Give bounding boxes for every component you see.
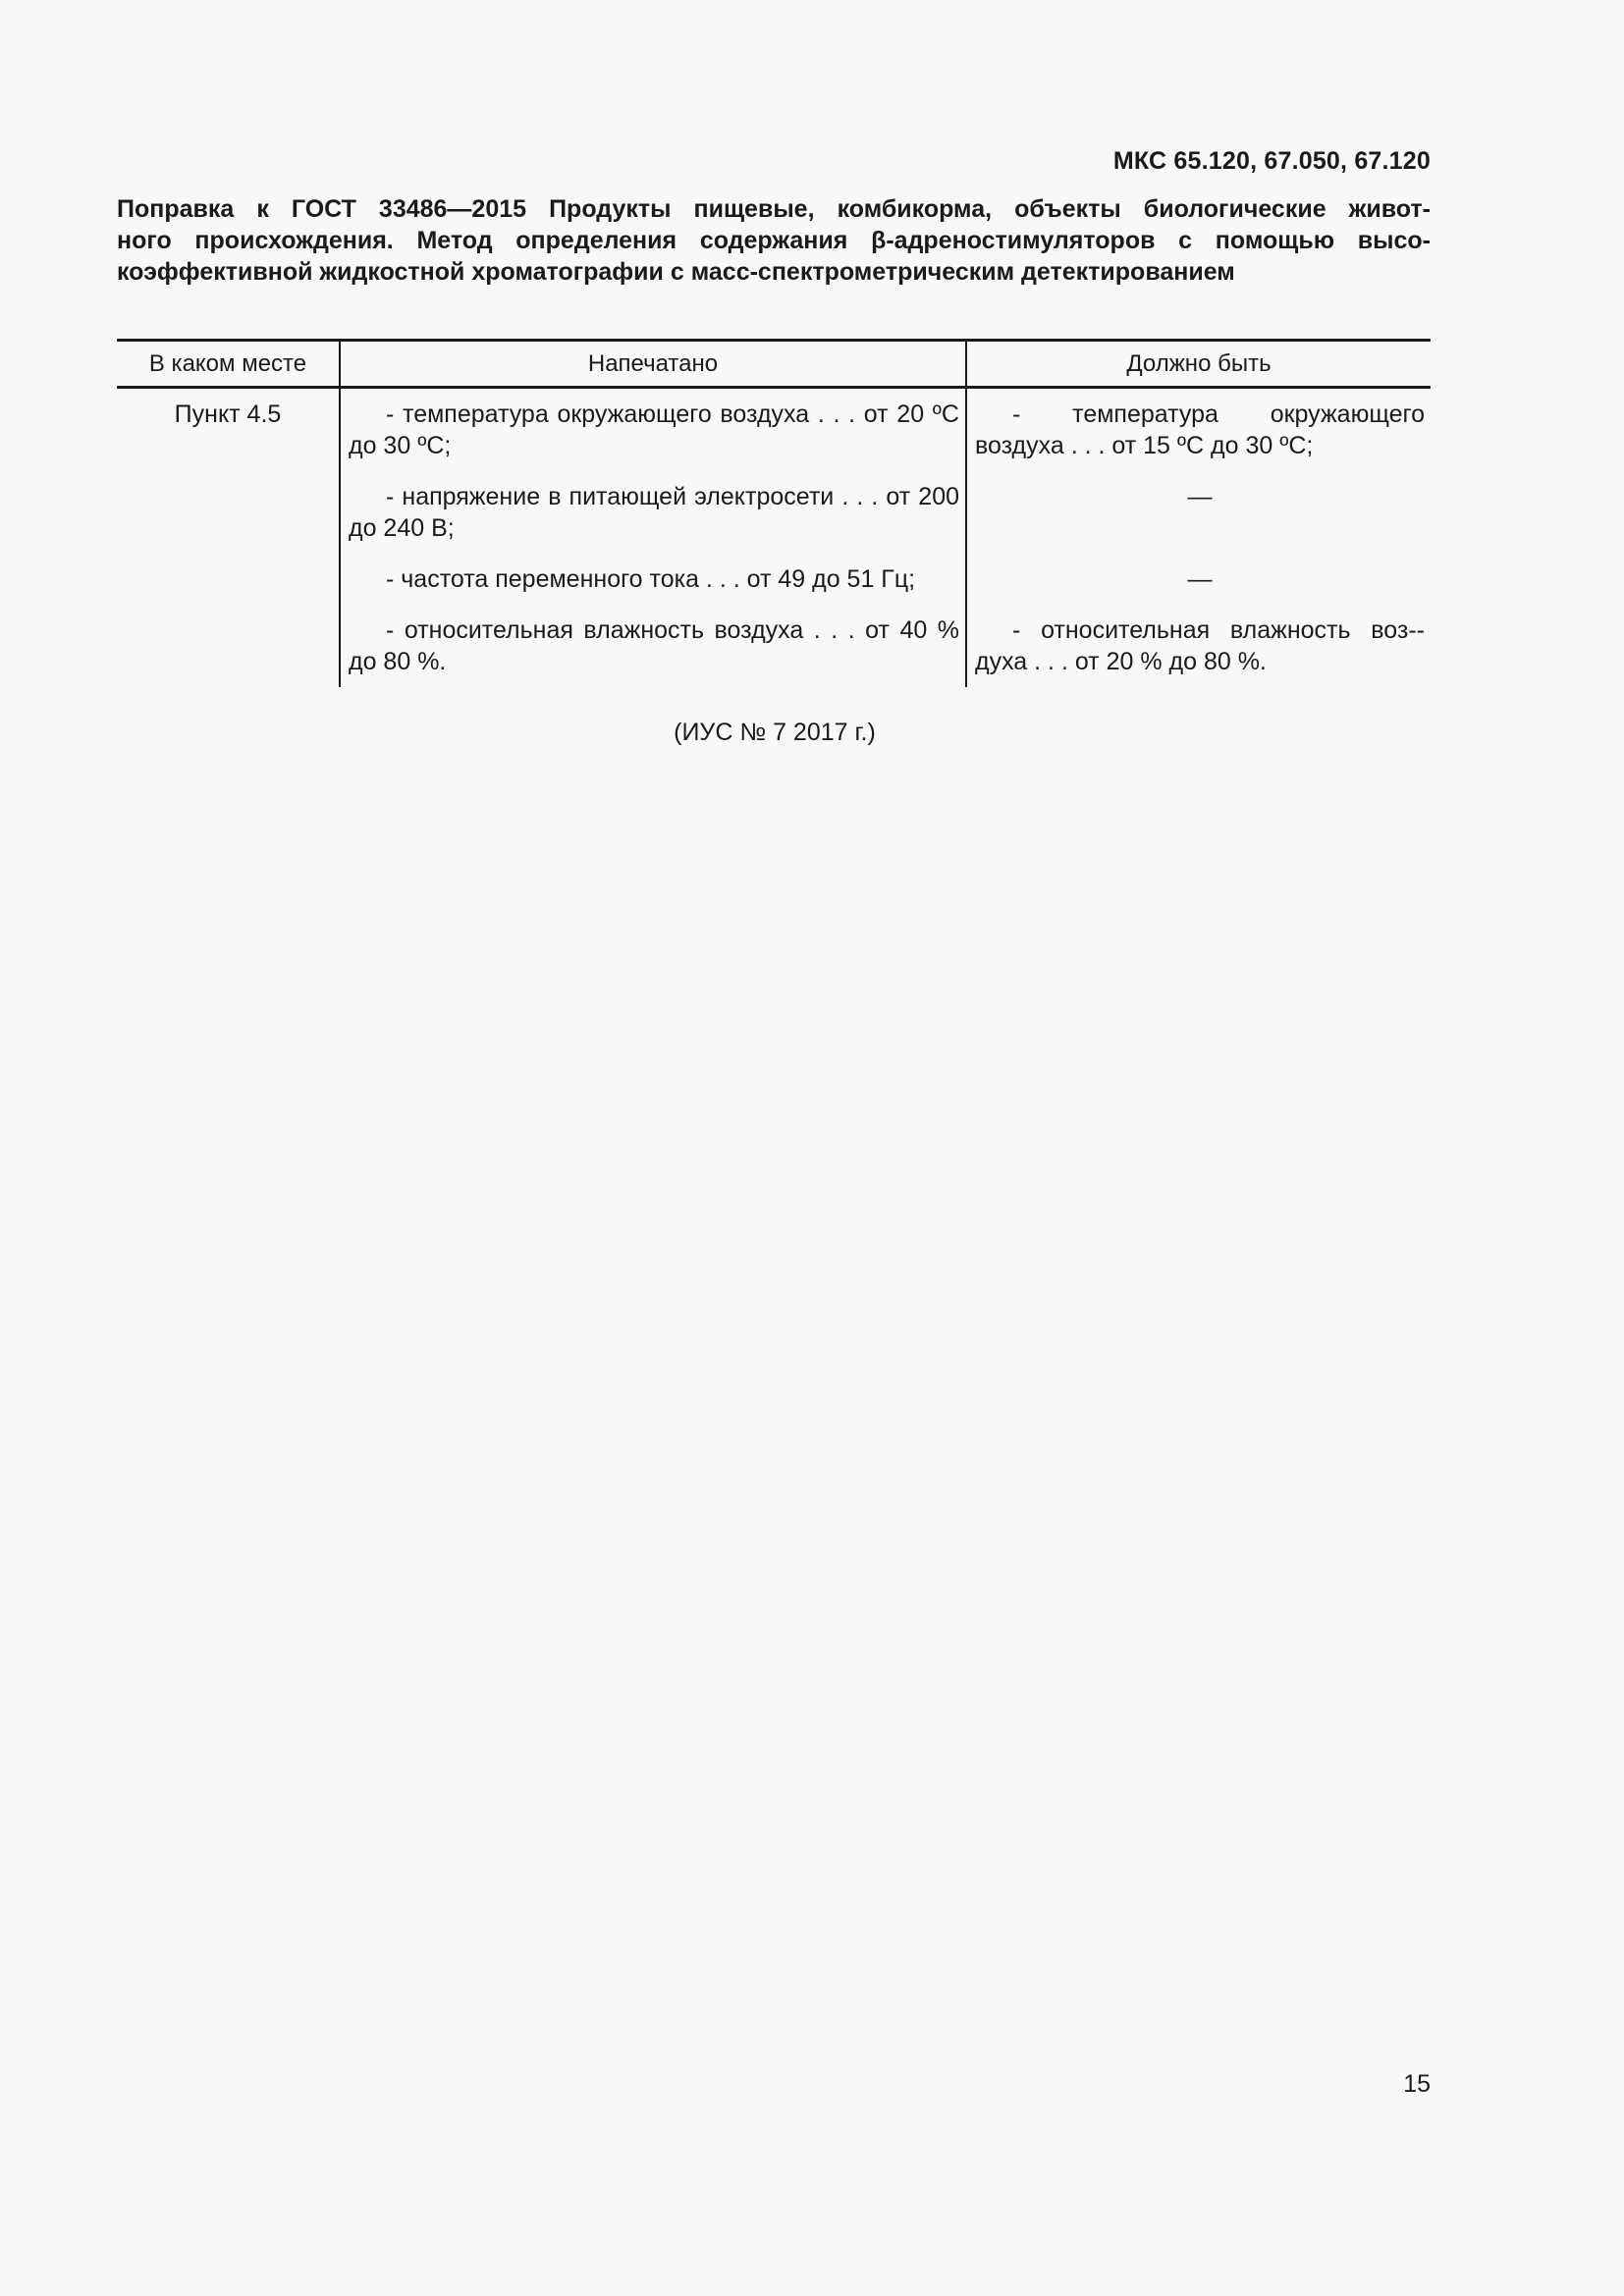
header-should-be: Должно быть bbox=[1126, 349, 1272, 377]
should-be-text-1: - температура окружающего воздуха . . . от 15 ºС до 30 ºС; bbox=[975, 400, 1425, 459]
printed-text-2: - напряжение в питающей электросети . . . от 200 до 240 В; bbox=[349, 483, 959, 542]
printed-text-1: - температура окружающего воздуха . . . от 20 ºС до 30 ºС; bbox=[349, 400, 959, 459]
should-be-text-4: - относительная влажность воз-духа . . . от 20 % до 80 %. bbox=[975, 616, 1425, 675]
printed-entry-1 bbox=[341, 389, 965, 471]
title-line-1: Поправка к ГОСТ 33486—2015 Продукты пищевые, комбикорма, объекты биологические живот- bbox=[117, 195, 1431, 223]
should-be-entry-4 bbox=[967, 605, 1431, 687]
title-line-2: ного происхождения. Метод определения содержания β-адреностимуляторов с помощью высо- bbox=[117, 227, 1431, 254]
should-be-entry-1 bbox=[967, 389, 1431, 471]
table-header-row bbox=[117, 341, 1431, 388]
title-line-3: коэффективной жидкостной хроматографии с масс-спектрометрическим детектированием bbox=[117, 258, 1235, 286]
amendment-title bbox=[117, 193, 1431, 288]
mks-code: МКС 65.120, 67.050, 67.120 bbox=[1112, 147, 1431, 175]
place-cell: Пункт 4.5 bbox=[117, 388, 340, 688]
printed-entry-3 bbox=[341, 554, 965, 605]
should-be-entry-3: — bbox=[1187, 565, 1213, 593]
corrections-table bbox=[117, 339, 1431, 687]
header-printed: Напечатано bbox=[340, 341, 966, 388]
page-number: 15 bbox=[1403, 2070, 1431, 2098]
header-place: В каком месте bbox=[117, 341, 340, 388]
table-row bbox=[117, 388, 1431, 472]
should-be-entry-2: — bbox=[1187, 483, 1213, 510]
ius-reference: (ИУС № 7 2017 г.) bbox=[674, 719, 876, 746]
printed-text-3: - частота переменного тока . . . от 49 до 51 Гц; bbox=[386, 565, 916, 593]
printed-text-4: - относительная влажность воздуха . . . от 40 % до 80 %. bbox=[349, 616, 959, 675]
printed-entry-4 bbox=[341, 605, 965, 687]
printed-entry-2 bbox=[341, 471, 965, 554]
